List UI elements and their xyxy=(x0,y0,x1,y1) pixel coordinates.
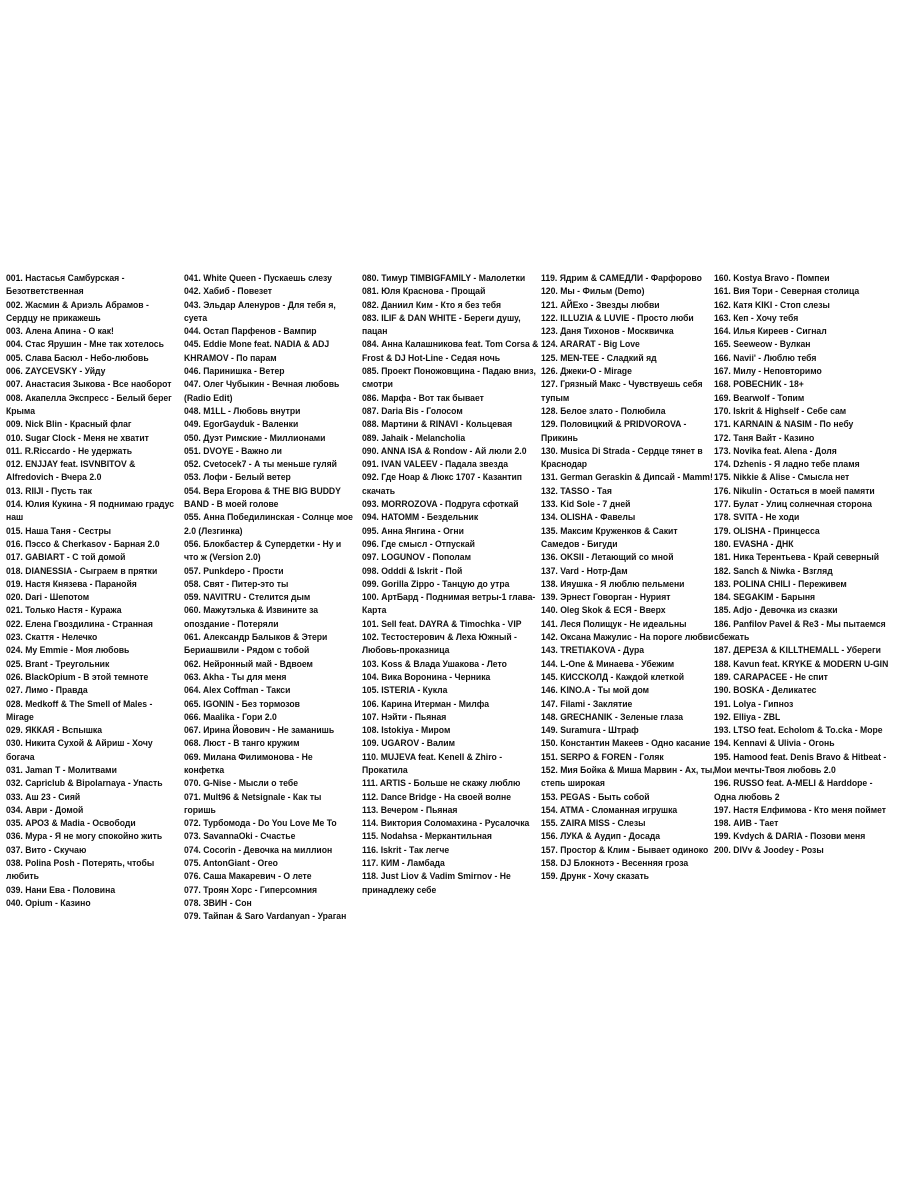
tracklist-sheet xyxy=(6,272,894,942)
track-entry: 138. Ияушка - Я люблю пельмени xyxy=(541,578,685,590)
track-entry: 089. Jahaik - Melancholia xyxy=(362,432,466,444)
track-entry: 105. ISTERIA - Кукла xyxy=(362,685,448,697)
track-entry: 030. Никита Сухой & Айриш - Хочу богача xyxy=(6,738,153,763)
track-entry: 195. Hamood feat. Denis Bravo & Hitbeat - Мои мечты-Твоя любовь 2.0 xyxy=(714,751,887,776)
track-entry: 062. Нейронный май - Вдвоем xyxy=(184,658,313,670)
track-entry: 019. Настя Князева - Паранойя xyxy=(6,578,137,590)
track-entry: 091. IVAN VALEEV - Падала звезда xyxy=(362,459,509,471)
track-entry: 054. Вера Егорова & THE BIG BUDDY BAND - В моей голове xyxy=(184,485,341,511)
track-entry: 116. Iskrit - Так легче xyxy=(362,844,450,856)
track-entry: 088. Мартини & RINAVI - Кольцевая xyxy=(362,419,513,431)
track-entry: 034. Аври - Домой xyxy=(6,804,84,816)
track-entry: 181. Ника Терентьева - Край северный xyxy=(714,552,880,564)
track-entry: 017. GABIART - С той домой xyxy=(6,552,126,564)
track-entry: 136. OKSII - Летающий со мной xyxy=(541,552,674,564)
track-entry: 012. ENJJAY feat. ISVNBITOV & Alfredovich - Вчера 2.0 xyxy=(6,459,136,484)
track-entry: 096. Где смысл - Отпускай xyxy=(362,538,475,550)
track-entry: 113. Вечером - Пьяная xyxy=(362,804,458,816)
track-entry: 086. Марфа - Вот так бывает xyxy=(362,392,484,404)
track-entry: 070. G-Nise - Мысли о тебе xyxy=(184,778,299,790)
track-entry: 160. Kostya Bravo - Помпеи xyxy=(714,273,830,284)
track-entry: 139. Эрнест Говорган - Нурият xyxy=(541,592,671,604)
track-entry: 041. White Queen - Пускаешь слезу xyxy=(184,273,332,284)
track-entry: 084. Анна Калашникова feat. Tom Corsa & Frost & DJ Hot-Line - Седая ночь xyxy=(362,339,539,364)
track-entry: 132. TASSO - Тая xyxy=(541,485,612,497)
track-entry: 098. Odddi & Iskrit - Пой xyxy=(362,565,463,577)
track-entry: 187. ДЕРЕЗА & KILLTHEMALL - Убереги xyxy=(714,645,881,657)
track-entry: 018. DIANESSIA - Сыграем в прятки xyxy=(6,565,158,577)
track-entry: 114. Виктория Соломахина - Русалочка xyxy=(362,818,530,830)
tracklist-column-4 xyxy=(541,272,717,884)
track-entry: 103. Koss & Влада Ушакова - Лето xyxy=(362,658,507,670)
track-entry: 123. Даня Тихонов - Москвичка xyxy=(541,326,674,338)
track-entry: 106. Карина Итерман - Милфа xyxy=(362,698,490,710)
track-entry: 033. Аш 23 - Сияй xyxy=(6,791,81,803)
track-entry: 053. Лофи - Белый ветер xyxy=(184,472,291,484)
track-entry: 104. Вика Воронина - Черника xyxy=(362,671,491,683)
track-entry: 020. Dari - Шепотом xyxy=(6,592,90,604)
track-entry: 126. Джеки-О - Mirage xyxy=(541,366,632,378)
track-entry: 015. Наша Таня - Сестры xyxy=(6,525,112,537)
track-entry: 002. Жасмин & Ариэль Абрамов - Сердцу не прикажешь xyxy=(6,299,149,324)
track-entry: 024. My Emmie - Моя любовь xyxy=(6,645,130,657)
track-entry: 085. Проект Поножовщина - Падаю вниз, смотри xyxy=(362,366,536,391)
track-entry: 094. HATOMM - Бездельник xyxy=(362,512,479,524)
track-entry: 026. BlackOpium - В этой темноте xyxy=(6,671,149,683)
track-entry: 131. German Geraskin & Дипсай - Mamm! xyxy=(541,472,713,484)
track-entry: 081. Юля Краснова - Прощай xyxy=(362,286,486,298)
track-entry: 082. Даниил Ким - Кто я без тебя xyxy=(362,299,502,311)
track-entry: 115. Nodahsa - Меркантильная xyxy=(362,831,492,843)
track-entry: 031. Jaman T - Молитвами xyxy=(6,764,117,776)
track-entry: 093. MORROZOVA - Подруга сфоткай xyxy=(362,499,519,511)
track-entry: 044. Остап Парфенов - Вампир xyxy=(184,326,317,338)
track-entry: 107. Нэйти - Пьяная xyxy=(362,711,447,723)
track-entry: 083. ILIF & DAN WHITE - Береги душу, пацан xyxy=(362,312,521,338)
track-entry: 013. RIIJI - Пусть так xyxy=(6,485,93,497)
track-entry: 112. Dance Bridge - На своей волне xyxy=(362,791,512,803)
track-entry: 010. Sugar Clock - Меня не хватит xyxy=(6,432,149,444)
track-entry: 189. CARAPACEE - Не спит xyxy=(714,671,828,683)
track-entry: 066. Maalika - Гори 2.0 xyxy=(184,711,277,723)
track-entry: 200. DIVv & Joodey - Розы xyxy=(714,844,824,856)
track-entry: 050. Дуэт Римские - Миллионами xyxy=(184,432,326,444)
track-entry: 040. Opium - Казино xyxy=(6,897,91,909)
track-entry: 166. Navii' - Люблю тебя xyxy=(714,352,817,364)
track-entry: 118. Just Liov & Vadim Smirnov - Не принадлежу себе xyxy=(362,871,511,896)
tracklist-column-5 xyxy=(714,272,892,857)
track-entry: 185. Adjo - Девочка из сказки xyxy=(714,605,838,617)
track-entry: 156. ЛУКА & Аудип - Досада xyxy=(541,831,661,843)
track-entry: 092. Где Ноар & Люкс 1707 - Казантип скачать xyxy=(362,472,523,497)
track-entry: 162. Катя KIKI - Стоп слезы xyxy=(714,299,830,311)
track-entry: 003. Алена Апина - О как! xyxy=(6,326,114,338)
track-entry: 047. Олег Чубыкин - Вечная любовь (Radio Edit) xyxy=(184,379,340,404)
track-entry: 016. Пэссо & Cherkasov - Барная 2.0 xyxy=(6,538,160,550)
track-entry: 174. Dzhenis - Я ладно тебе пламя xyxy=(714,459,860,471)
track-entry: 011. R.Riccardo - Не удержать xyxy=(6,445,133,457)
track-entry: 065. IGONIN - Без тормозов xyxy=(184,698,300,710)
track-entry: 173. Novika feat. Alena - Доля xyxy=(714,445,837,457)
track-entry: 075. AntonGiant - Огео xyxy=(184,858,278,870)
track-entry: 042. Хабиб - Повезет xyxy=(184,286,272,298)
track-entry: 193. LTSO feat. Echolom & To.cka - Море xyxy=(714,725,883,737)
track-entry: 188. Kavun feat. KRYKE & MODERN U-GIN xyxy=(714,658,889,670)
track-entry: 190. BOSKA - Деликатес xyxy=(714,685,817,697)
track-entry: 151. SERPO & FOREN - Голяк xyxy=(541,751,664,763)
track-entry: 099. Gorilla Zippo - Танцую до утра xyxy=(362,578,510,590)
track-entry: 140. Oleg Skok & ЕСЯ - Вверх xyxy=(541,605,666,617)
track-entry: 025. Brant - Треугольник xyxy=(6,658,110,670)
track-entry: 058. Свят - Питер-это ты xyxy=(184,578,289,590)
track-entry: 163. Кеп - Хочу тебя xyxy=(714,312,799,324)
track-entry: 021. Только Настя - Куража xyxy=(6,605,122,617)
track-entry: 184. SEGAKIM - Барыня xyxy=(714,592,816,604)
track-entry: 165. Seeweow - Вулкан xyxy=(714,339,811,351)
track-entry: 100. АртБард - Поднимая ветры-1 глава-Карта xyxy=(362,592,536,617)
track-entry: 110. MUJEVA feat. Kenell & Zhiro - Прокатила xyxy=(362,751,503,776)
track-entry: 097. LOGUNOV - Пополам xyxy=(362,552,471,564)
track-entry: 049. EgorGayduk - Валенки xyxy=(184,419,299,431)
track-entry: 175. Nikkie & Alise - Смысла нет xyxy=(714,472,850,484)
track-entry: 039. Нани Ева - Половина xyxy=(6,884,116,896)
track-entry: 130. Musica Di Strada - Сердце тянет в Краснодар xyxy=(541,445,703,471)
track-entry: 072. Турбомода - Do You Love Me To xyxy=(184,818,337,830)
track-entry: 055. Анна Победилинская - Солнце мое 2.0 (Лезгинка) xyxy=(184,512,353,537)
track-entry: 155. ZAIRA MISS - Слезы xyxy=(541,818,646,830)
track-entry: 149. Suramura - Штраф xyxy=(541,725,639,737)
track-entry: 141. Леся Полищук - Не идеальны xyxy=(541,618,687,630)
track-entry: 150. Константин Макеев - Одно касание xyxy=(541,738,711,750)
track-entry: 074. Cocorin - Девочка на миллион xyxy=(184,844,333,856)
track-entry: 159. Друнк - Хочу сказать xyxy=(541,871,649,883)
track-entry: 006. ZAYCEVSKY - Уйду xyxy=(6,366,106,378)
track-entry: 171. KARNAIN & NASIM - По небу xyxy=(714,419,854,431)
track-entry: 051. DVOYE - Важно ли xyxy=(184,445,282,457)
track-entry: 108. Istokiya - Миром xyxy=(362,725,451,737)
track-entry: 197. Настя Елфимова - Кто меня поймет xyxy=(714,804,887,816)
track-entry: 048. M1LL - Любовь внутри xyxy=(184,405,301,417)
track-entry: 076. Саша Макаревич - О лете xyxy=(184,871,312,883)
track-entry: 071. Mult96 & Netsignale - Как ты горишь xyxy=(184,791,322,816)
track-entry: 102. Тестостерович & Леха Южный - Любовь-проказница xyxy=(362,632,517,657)
track-entry: 128. Белое злато - Полюбила xyxy=(541,405,666,417)
track-entry: 170. Iskrit & Highself - Себе сам xyxy=(714,405,847,417)
track-entry: 180. EVASHA - ДНК xyxy=(714,538,794,550)
track-entry: 157. Простор & Клим - Бывает одиноко xyxy=(541,844,709,856)
track-entry: 177. Булат - Улиц солнечная сторона xyxy=(714,499,872,511)
track-entry: 127. Грязный Макс - Чувствуешь себя тупым xyxy=(541,379,703,404)
track-entry: 133. Kid Sole - 7 дней xyxy=(541,499,631,511)
track-entry: 182. Sanch & Niwka - Взгляд xyxy=(714,565,833,577)
track-entry: 069. Милана Филимонова - Не конфетка xyxy=(184,751,313,776)
track-entry: 198. АИВ - Тает xyxy=(714,818,779,830)
track-entry: 057. Punkdepo - Прости xyxy=(184,565,284,577)
track-entry: 148. GRECHANIK - Зеленые глаза xyxy=(541,711,684,723)
track-entry: 192. Elliya - ZBL xyxy=(714,711,781,723)
track-entry: 043. Эльдар Аленуров - Для тебя я, суета xyxy=(184,299,336,324)
track-entry: 061. Александр Балыков & Этери Бериашвили - Рядом с тобой xyxy=(184,632,328,657)
track-entry: 154. ATMA - Сломанная игрушка xyxy=(541,804,678,816)
track-entry: 073. SavannaOki - Счастье xyxy=(184,831,296,843)
track-entry: 194. Kennavi & Ulivia - Огонь xyxy=(714,738,835,750)
track-entry: 005. Слава Басюл - Небо-любовь xyxy=(6,352,149,364)
track-entry: 135. Максим Круженков & Сакит Самедов - Бигуди xyxy=(541,525,678,550)
track-entry: 111. ARTIS - Больше не скажу люблю xyxy=(362,778,521,790)
track-entry: 095. Анна Янгина - Огни xyxy=(362,525,464,537)
track-entry: 147. Filami - Заклятие xyxy=(541,698,633,710)
track-entry: 056. Блокбастер & Супердетки - Ну и что ж (Version 2.0) xyxy=(184,538,342,564)
track-entry: 060. Мажутэлька & Извините за опоздание - Потеряли xyxy=(184,605,319,630)
track-entry: 038. Polina Posh - Потерять, чтобы любить xyxy=(6,858,155,883)
track-entry: 164. Илья Киреев - Сигнал xyxy=(714,326,827,338)
track-entry: 037. Вито - Скучаю xyxy=(6,844,87,856)
track-entry: 158. DJ Блокнотэ - Весенняя гроза xyxy=(541,858,689,870)
track-entry: 172. Таня Вайт - Казино xyxy=(714,432,815,444)
track-entry: 176. Nikulin - Остаться в моей памяти xyxy=(714,485,875,497)
track-entry: 007. Анастасия Зыкова - Все наоборот xyxy=(6,379,172,391)
track-entry: 052. Cvetocek7 - А ты меньше гуляй xyxy=(184,459,337,471)
track-entry: 068. Люст - В танго кружим xyxy=(184,738,300,750)
track-entry: 191. Lolya - Гипноз xyxy=(714,698,794,710)
track-entry: 035. АРОЗ & Madia - Освободи xyxy=(6,818,136,830)
track-entry: 121. АЙЕхо - Звезды любви xyxy=(541,299,660,311)
track-entry: 101. Sell feat. DAYRA & Timochka - VIP xyxy=(362,618,522,630)
track-entry: 004. Стас Ярушин - Мне так хотелось xyxy=(6,339,164,351)
track-entry: 087. Daria Bis - Голосом xyxy=(362,405,463,417)
track-entry: 023. Скаття - Нелечко xyxy=(6,632,98,644)
track-entry: 078. ЗВИН - Сон xyxy=(184,897,252,909)
track-entry: 124. ARARAT - Big Love xyxy=(541,339,640,351)
track-entry: 009. Nick Blin - Красный флаг xyxy=(6,419,132,431)
track-entry: 134. OLISHA - Фавелы xyxy=(541,512,636,524)
track-entry: 137. Vard - Нотр-Дам xyxy=(541,565,628,577)
track-entry: 122. ILLUZIA & LUVIE - Просто люби xyxy=(541,312,694,324)
track-entry: 090. ANNA ISA & Rondow - Ай люли 2.0 xyxy=(362,445,527,457)
track-entry: 080. Тимур TIMBIGFAMILY - Малолетки xyxy=(362,273,526,284)
track-entry: 022. Елена Гвоздилина - Странная xyxy=(6,618,153,630)
track-entry: 117. КИМ - Ламбада xyxy=(362,858,445,870)
track-entry: 077. Троян Хорс - Гиперсомния xyxy=(184,884,318,896)
track-entry: 129. Половицкий & PRIDVOROVA - Прикинь xyxy=(541,419,687,444)
track-entry: 067. Ирина Йовович - Не заманишь xyxy=(184,725,335,737)
track-entry: 109. UGAROV - Валим xyxy=(362,738,455,750)
tracklist-column-1 xyxy=(6,272,177,910)
track-entry: 079. Тайпан & Saro Vardanyan - Ураган xyxy=(184,911,347,923)
track-entry: 183. POLINA CHILI - Переживем xyxy=(714,578,847,590)
track-entry: 178. SVITA - Не ходи xyxy=(714,512,800,524)
track-entry: 144. L-One & Минаева - Убежим xyxy=(541,658,675,670)
track-entry: 169. Bearwolf - Топим xyxy=(714,392,805,404)
track-entry: 001. Настасья Самбурская - Безответственная xyxy=(6,273,125,298)
track-entry: 046. Паринишка - Ветер xyxy=(184,366,285,378)
tracklist-column-2 xyxy=(184,272,355,924)
track-entry: 120. Мы - Фильм (Demo) xyxy=(541,286,645,298)
track-entry: 059. NAVITRU - Стелится дым xyxy=(184,592,311,604)
tracklist-column-3 xyxy=(362,272,542,897)
track-entry: 142. Оксана Мажулис - На пороге любви xyxy=(541,632,714,644)
track-entry: 008. Акапелла Экспресс - Белый берег Крыма xyxy=(6,392,172,417)
track-entry: 152. Мия Бойка & Миша Марвин - Ах, ты, степь широкая xyxy=(541,764,715,790)
track-entry: 199. Kvdych & DARIA - Позови меня xyxy=(714,831,866,843)
track-entry: 143. TRETIAKOVA - Дура xyxy=(541,645,645,657)
track-entry: 045. Eddie Mone feat. NADIA & ADJ KHRAMOV - По парам xyxy=(184,339,330,364)
track-entry: 167. Милу - Неповторимо xyxy=(714,366,822,378)
track-entry: 168. РОВЕСНИК - 18+ xyxy=(714,379,804,391)
track-entry: 064. Alex Coffman - Такси xyxy=(184,685,291,697)
track-entry: 063. Akha - Ты для меня xyxy=(184,671,287,683)
track-entry: 145. КИССКОЛД - Каждой клеткой xyxy=(541,671,685,683)
track-entry: 161. Вия Тори - Северная столица xyxy=(714,286,860,298)
track-entry: 186. Panfilov Pavel & Re3 - Мы пытаемся сбежать xyxy=(714,618,886,644)
track-entry: 146. KINO.A - Ты мой дом xyxy=(541,685,649,697)
track-entry: 014. Юлия Кукина - Я поднимаю градус наш xyxy=(6,499,175,524)
track-entry: 032. Capriclub & Bipolarnaya - Упасть xyxy=(6,778,163,790)
track-entry: 153. PEGAS - Быть собой xyxy=(541,791,650,803)
track-entry: 119. Ядрим & САМЕДЛИ - Фарфорово xyxy=(541,273,702,284)
track-entry: 196. RUSSO feat. A-MELI & Harddope - Одна любовь 2 xyxy=(714,778,873,803)
track-entry: 029. ЯККАЯ - Вспышка xyxy=(6,725,103,737)
track-entry: 027. Лимо - Правда xyxy=(6,685,88,697)
track-entry: 028. Medkoff & The Smell of Males - Mirage xyxy=(6,698,153,723)
track-entry: 036. Мура - Я не могу спокойно жить xyxy=(6,831,163,843)
track-entry: 125. MEN-TEE - Сладкий яд xyxy=(541,352,657,364)
track-entry: 179. OLISHA - Принцесса xyxy=(714,525,820,537)
